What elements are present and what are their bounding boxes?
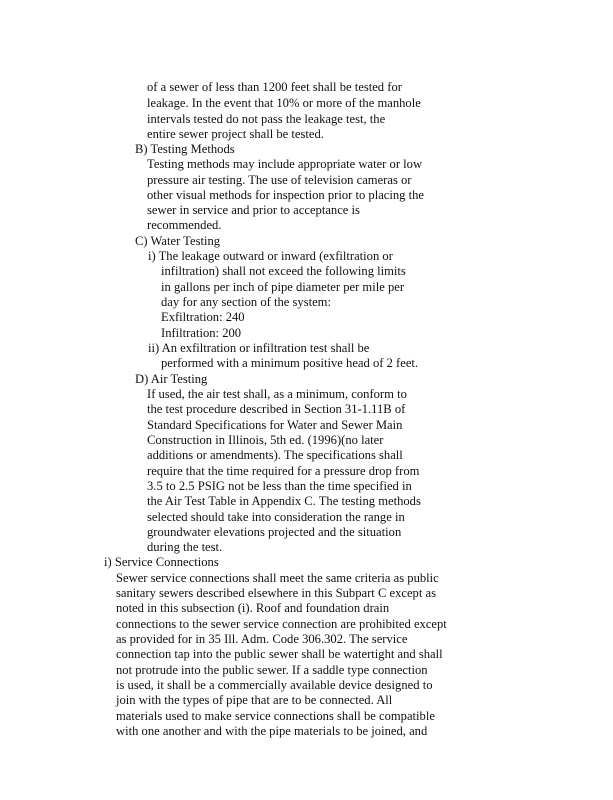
paragraph-line: additions or amendments). The specifications shall — [147, 448, 403, 462]
paragraph-line: 3.5 to 2.5 PSIG not be less than the time specified in — [147, 479, 412, 493]
list-item-line: performed with a minimum positive head of 2 feet. — [161, 356, 419, 370]
paragraph-line: Sewer service connections shall meet the same criteria as public — [116, 571, 439, 585]
list-item-line: infiltration) shall not exceed the following limits — [161, 264, 406, 278]
section-heading-air-testing: D) Air Testing — [135, 372, 208, 386]
paragraph-line: sanitary sewers described elsewhere in this Subpart C except as — [116, 586, 436, 600]
paragraph-line: as provided for in 35 Ill. Adm. Code 306.302. The service — [116, 632, 408, 646]
section-heading-water-testing: C) Water Testing — [135, 234, 221, 248]
paragraph-line: connection tap into the public sewer shall be watertight and shall — [116, 647, 443, 661]
paragraph-line: Standard Specifications for Water and Sewer Main — [147, 418, 403, 432]
section-heading-service-connections: i) Service Connections — [104, 555, 219, 569]
paragraph-line: join with the types of pipe that are to be connected. All — [116, 693, 393, 707]
paragraph-line: with one another and with the pipe materials to be joined, and — [116, 724, 428, 738]
paragraph-line: other visual methods for inspection prior to placing the — [147, 188, 425, 202]
list-item-line: ii) An exfiltration or infiltration test shall be — [148, 341, 370, 355]
paragraph-line: Construction in Illinois, 5th ed. (1996)(no later — [147, 433, 384, 447]
infiltration-limit: Infiltration: 200 — [161, 326, 242, 340]
section-heading-testing-methods: B) Testing Methods — [135, 142, 235, 156]
paragraph-line: is used, it shall be a commercially available device designed to — [116, 678, 433, 692]
paragraph-line: pressure air testing. The use of television cameras or — [147, 173, 412, 187]
paragraph-line: recommended. — [147, 218, 222, 232]
list-item-line: day for any section of the system: — [161, 295, 331, 309]
paragraph-line: noted in this subsection (i). Roof and foundation drain — [116, 601, 390, 615]
paragraph-line: the test procedure described in Section 31-1.11B of — [147, 402, 406, 416]
paragraph-line: sewer in service and prior to acceptance is — [147, 203, 360, 217]
paragraph-line: entire sewer project shall be tested. — [147, 127, 324, 141]
paragraph-line: materials used to make service connections shall be compatible — [116, 709, 435, 723]
paragraph-line: intervals tested do not pass the leakage test, the — [147, 112, 386, 126]
paragraph-line: during the test. — [147, 540, 223, 554]
paragraph-line: If used, the air test shall, as a minimum, conform to — [147, 387, 407, 401]
paragraph-line: the Air Test Table in Appendix C. The testing methods — [147, 494, 421, 508]
paragraph-line: of a sewer of less than 1200 feet shall be tested for — [147, 80, 402, 94]
paragraph-line: require that the time required for a pressure drop from — [147, 464, 420, 478]
exfiltration-limit: Exfiltration: 240 — [161, 310, 245, 324]
paragraph-line: selected should take into consideration the range in — [147, 510, 405, 524]
paragraph-line: groundwater elevations projected and the situation — [147, 525, 402, 539]
paragraph-line: leakage. In the event that 10% or more of the manhole — [147, 96, 421, 110]
list-item-line: i) The leakage outward or inward (exfiltration or — [148, 249, 393, 263]
paragraph-line: connections to the sewer service connection are prohibited except — [116, 617, 447, 631]
paragraph-line: Testing methods may include appropriate water or low — [147, 157, 423, 171]
list-item-line: in gallons per inch of pipe diameter per mile per — [161, 280, 405, 294]
paragraph-line: not protrude into the public sewer. If a saddle type connection — [116, 663, 428, 677]
